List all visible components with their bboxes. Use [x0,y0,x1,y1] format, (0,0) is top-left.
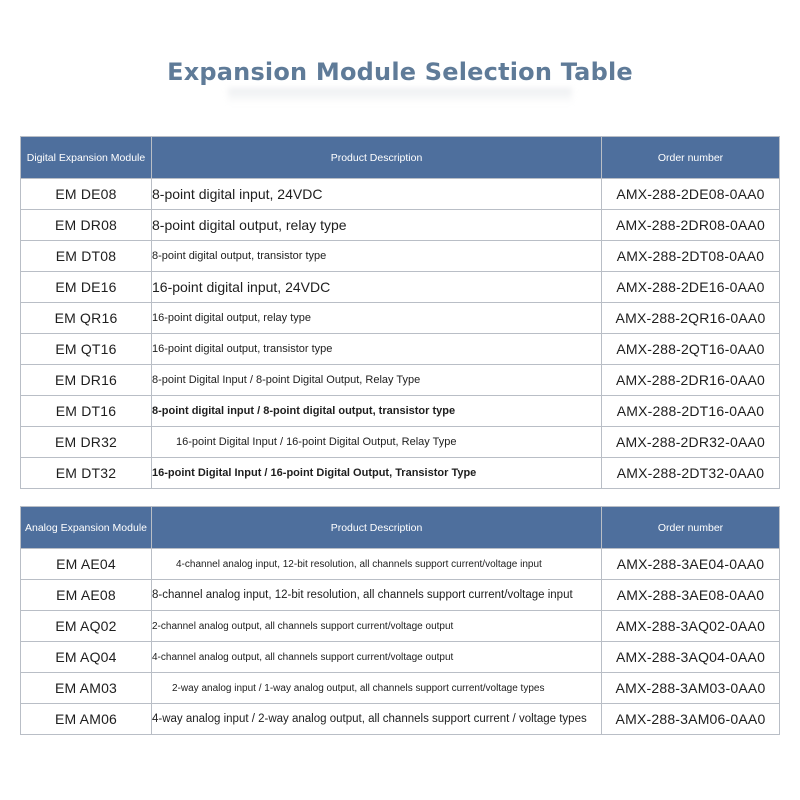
order-number-cell: AMX-288-2DE08-0AA0 [602,179,780,210]
order-number-cell: AMX-288-2DE16-0AA0 [602,272,780,303]
table-row [21,458,780,489]
order-number-cell: AMX-288-3AE04-0AA0 [602,549,780,580]
description-cell: 4-channel analog input, 12-bit resolution, all channels support current/voltage input [152,549,602,580]
table-row [21,334,780,365]
header-order-number: Order number [602,137,780,179]
module-cell: EM DR16 [21,365,152,396]
table-row [21,642,780,673]
order-number-cell: AMX-288-2DR32-0AA0 [602,427,780,458]
module-cell: EM AE08 [21,580,152,611]
table-row [21,241,780,272]
module-cell: EM AQ04 [21,642,152,673]
module-cell: EM DT16 [21,396,152,427]
table-row [21,179,780,210]
table-row [21,704,780,735]
title-reflection [228,88,572,104]
description-cell: 16-point digital output, relay type [152,303,602,334]
table-row [21,427,780,458]
module-cell: EM DR08 [21,210,152,241]
order-number-cell: AMX-288-2DT08-0AA0 [602,241,780,272]
description-cell: 8-point Digital Input / 8-point Digital Output, Relay Type [152,365,602,396]
module-cell: EM AE04 [21,549,152,580]
table-row [21,580,780,611]
order-number-cell: AMX-288-2QT16-0AA0 [602,334,780,365]
table-row [21,365,780,396]
order-number-cell: AMX-288-3AQ02-0AA0 [602,611,780,642]
module-cell: EM AM06 [21,704,152,735]
header-order-number: Order number [602,507,780,549]
module-cell: EM DT08 [21,241,152,272]
description-cell: 4-channel analog output, all channels support current/voltage output [152,642,602,673]
module-cell: EM DE08 [21,179,152,210]
order-number-cell: AMX-288-3AM03-0AA0 [602,673,780,704]
description-cell: 8-point digital input, 24VDC [152,179,602,210]
order-number-cell: AMX-288-2DT16-0AA0 [602,396,780,427]
table-header-row [21,137,780,179]
module-cell: EM DR32 [21,427,152,458]
module-cell: EM AM03 [21,673,152,704]
order-number-cell: AMX-288-2DR16-0AA0 [602,365,780,396]
order-number-cell: AMX-288-3AQ04-0AA0 [602,642,780,673]
module-cell: EM AQ02 [21,611,152,642]
description-cell: 8-point digital output, transistor type [152,241,602,272]
digital-module-table [20,136,780,489]
description-cell: 16-point Digital Input / 16-point Digital Output, Relay Type [152,427,602,458]
order-number-cell: AMX-288-3AM06-0AA0 [602,704,780,735]
order-number-cell: AMX-288-3AE08-0AA0 [602,580,780,611]
order-number-cell: AMX-288-2DT32-0AA0 [602,458,780,489]
order-number-cell: AMX-288-2QR16-0AA0 [602,303,780,334]
analog-module-table [20,506,780,735]
table-row [21,549,780,580]
table-header-row [21,507,780,549]
header-description: Product Description [152,137,602,179]
description-cell: 2-way analog input / 1-way analog output, all channels support current/voltage types [152,673,602,704]
table-row [21,673,780,704]
description-cell: 4-way analog input / 2-way analog output, all channels support current / voltage types [152,704,602,735]
description-cell: 8-point digital output, relay type [152,210,602,241]
table-row [21,272,780,303]
description-cell: 16-point digital output, transistor type [152,334,602,365]
description-cell: 8-channel analog input, 12-bit resolution, all channels support current/voltage input [152,580,602,611]
page-title: Expansion Module Selection Table [167,58,633,86]
module-cell: EM DT32 [21,458,152,489]
description-cell: 16-point digital input, 24VDC [152,272,602,303]
description-cell: 2-channel analog output, all channels support current/voltage output [152,611,602,642]
order-number-cell: AMX-288-2DR08-0AA0 [602,210,780,241]
description-cell: 8-point digital input / 8-point digital output, transistor type [152,396,602,427]
header-module: Analog Expansion Module [21,507,152,549]
table-row [21,396,780,427]
header-description: Product Description [152,507,602,549]
header-module: Digital Expansion Module [21,137,152,179]
table-row [21,303,780,334]
module-cell: EM QR16 [21,303,152,334]
table-row [21,611,780,642]
module-cell: EM DE16 [21,272,152,303]
description-cell: 16-point Digital Input / 16-point Digital Output, Transistor Type [152,458,602,489]
table-row [21,210,780,241]
module-cell: EM QT16 [21,334,152,365]
